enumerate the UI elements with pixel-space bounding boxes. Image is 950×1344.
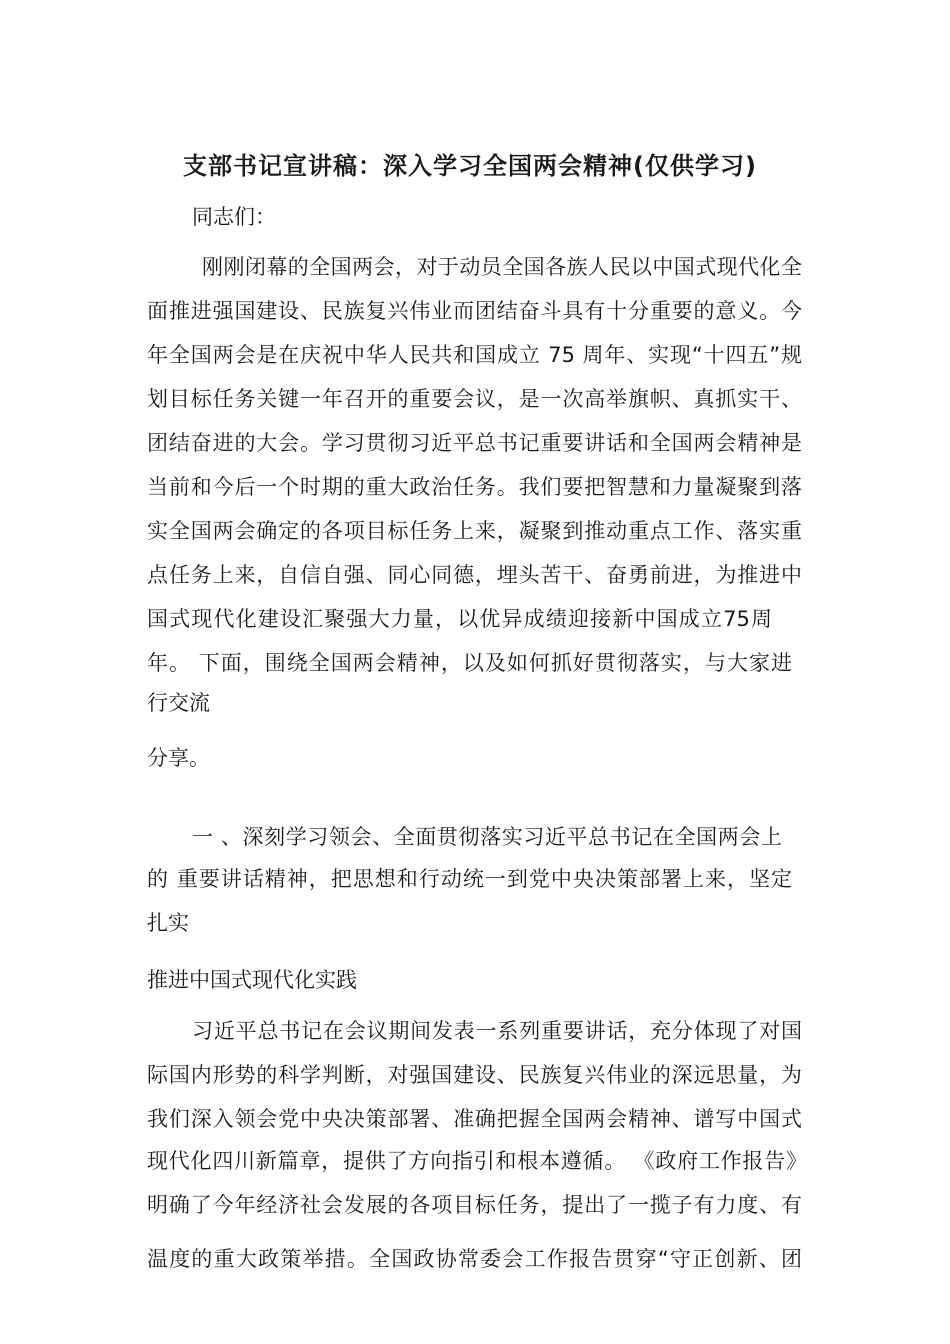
paragraph-line: 行交流	[147, 691, 210, 715]
paragraph-line: 温度的重大政策举措。全国政协常委会工作报告贯穿“守正创新、团	[147, 1247, 802, 1271]
section-heading-line: 的 重要讲话精神，把思想和行动统一到党中央决策部署上来，坚定	[147, 867, 792, 891]
paragraph-line: 分享。	[147, 746, 210, 770]
paragraph-line: 年全国两会是在庆祝中华人民共和国成立 75 周年、实现“十四五”规	[147, 343, 802, 367]
section-heading-line: 扎实	[147, 911, 189, 935]
paragraph-line: 实全国两会确定的各项目标任务上来，凝聚到推动重点工作、落实重	[147, 519, 802, 543]
paragraph-line: 点任务上来，自信自强、同心同德，埋头苦干、奋勇前进，为推进中	[147, 563, 802, 587]
paragraph-line: 团结奋进的大会。学习贯彻习近平总书记重要讲话和全国两会精神是	[147, 431, 802, 455]
paragraph-line: 际国内形势的科学判断，对强国建设、民族复兴伟业的深远思量，为	[147, 1063, 802, 1087]
paragraph-line: 划目标任务关键一年召开的重要会议，是一次高举旗帜、真抓实干、	[147, 387, 802, 411]
paragraph-line: 当前和今后一个时期的重大政治任务。我们要把智慧和力量凝聚到落	[147, 475, 802, 499]
document-title: 支部书记宣讲稿：深入学习全国两会精神(仅供学习)	[183, 152, 757, 180]
paragraph-line: 习近平总书记在会议期间发表一系列重要讲话，充分体现了对国	[192, 1019, 802, 1043]
paragraph-line: 刚刚闭幕的全国两会，对于动员全国各族人民以中国式现代化全	[202, 255, 802, 279]
paragraph-line: 面推进强国建设、民族复兴伟业而团结奋斗具有十分重要的意义。今	[147, 299, 802, 323]
paragraph-line: 国式现代化建设汇聚强大力量，以优异成绩迎接新中国成立75周	[147, 607, 772, 631]
paragraph-line: 我们深入领会党中央决策部署、准确把握全国两会精神、谱写中国式	[147, 1107, 802, 1131]
paragraph-line: 现代化四川新篇章，提供了方向指引和根本遵循。 《政府工作报告》	[147, 1149, 807, 1173]
paragraph-line: 明确了今年经济社会发展的各项目标任务，提出了一揽子有力度、有	[147, 1193, 802, 1217]
salutation: 同志们：	[192, 205, 276, 229]
section-heading-line: 一 、深刻学习领会、全面贯彻落实习近平总书记在全国两会上	[192, 825, 782, 849]
section-heading-line: 推进中国式现代化实践	[147, 968, 357, 992]
paragraph-line: 年。 下面，围绕全国两会精神，以及如何抓好贯彻落实，与大家进	[147, 651, 792, 675]
